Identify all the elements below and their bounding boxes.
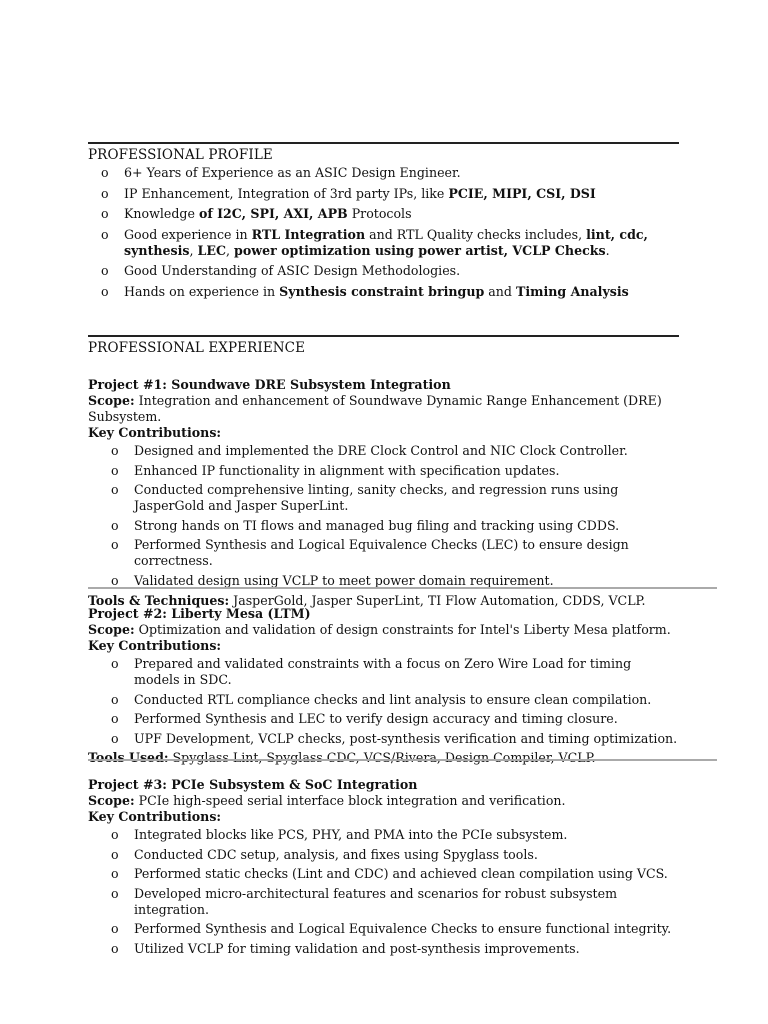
- contribution-list: [88, 443, 679, 589]
- contribution-item: o Prepared and validated constraints with a focus on Zero Wire Load for timing models in SDC.: [111, 656, 632, 687]
- project-tools: Tools Used: Spyglass Lint, Spyglass CDC, VCS/Rivera, Design Compiler, VCLP.: [88, 750, 596, 766]
- contribution-list: [88, 656, 679, 747]
- contribution-item: o Enhanced IP functionality in alignment with specification updates.: [111, 462, 560, 478]
- project-divider: [88, 759, 717, 761]
- contribution-list: [88, 827, 679, 957]
- project-scope: Scope: Integration and enhancement of Soundwave Dynamic Range Enhancement (DRE) Subsystem.: [88, 393, 662, 424]
- project-tools: Tools & Techniques: JasperGold, Jasper SuperLint, TI Flow Automation, CDDS, VCLP.: [88, 592, 646, 608]
- project-title: Project #3: PCIe Subsystem & SoC Integration: [88, 777, 418, 792]
- bullet-marker: o: [111, 940, 119, 956]
- contribution-item: o Conducted RTL compliance checks and lint analysis to ensure clean compilation.: [111, 691, 652, 707]
- key-contributions-label: Key Contributions:: [88, 425, 222, 440]
- contribution-item: o UPF Development, VCLP checks, post-synthesis verification and timing optimization.: [111, 730, 678, 746]
- contribution-item: o Performed Synthesis and Logical Equivalence Checks to ensure functional integrity.: [111, 921, 672, 937]
- project-2: [88, 606, 679, 766]
- section-heading-profile: PROFESSIONAL PROFILE: [88, 147, 273, 163]
- bullet-marker: o: [101, 263, 109, 279]
- bullet-marker: o: [111, 691, 119, 707]
- contribution-item: o Conducted comprehensive linting, sanity checks, and regression runs using JasperGold and Jasper SuperLint.: [111, 482, 619, 514]
- bullet-marker: o: [111, 921, 119, 937]
- profile-item: o 6+ Years of Experience as an ASIC Design Engineer.: [101, 165, 461, 180]
- profile-list: [88, 165, 679, 300]
- bullet-marker: o: [101, 283, 109, 299]
- project-1: [88, 377, 679, 609]
- project-title: Project #1: Soundwave DRE Subsystem Integration: [88, 377, 451, 392]
- bullet-marker: o: [101, 165, 109, 180]
- profile-item: o IP Enhancement, Integration of 3rd party IPs, like PCIE, MIPI, CSI, DSI: [101, 185, 596, 201]
- project-title: Project #2: Liberty Mesa (LTM): [88, 606, 311, 621]
- section-rule: [88, 335, 679, 337]
- contribution-item: o Performed Synthesis and LEC to verify design accuracy and timing closure.: [111, 711, 618, 727]
- contribution-item: o Validated design using VCLP to meet power domain requirement.: [111, 572, 554, 588]
- bullet-marker: o: [111, 517, 119, 533]
- bullet-marker: o: [111, 866, 119, 882]
- profile-section: [88, 142, 679, 305]
- contribution-item: o Designed and implemented the DRE Clock Control and NIC Clock Controller.: [111, 443, 628, 458]
- key-contributions-label: Key Contributions:: [88, 638, 222, 653]
- bullet-marker: o: [111, 656, 119, 671]
- bullet-marker: o: [101, 226, 109, 242]
- experience-section: [88, 335, 679, 358]
- bullet-marker: o: [111, 537, 119, 553]
- section-rule: [88, 142, 679, 144]
- profile-item: o Good Understanding of ASIC Design Methodologies.: [101, 263, 461, 279]
- bullet-marker: o: [111, 711, 119, 727]
- project-scope: Scope: PCIe high-speed serial interface block integration and verification.: [88, 793, 566, 808]
- profile-item: o Good experience in RTL Integration and RTL Quality checks includes, lint, cdc, synthesis, LEC, power optimization using power artist, VCLP Checks.: [101, 226, 648, 258]
- bullet-marker: o: [101, 185, 109, 201]
- contribution-item: o Performed static checks (Lint and CDC) and achieved clean compilation using VCS.: [111, 866, 668, 882]
- contribution-item: o Performed Synthesis and Logical Equivalence Checks (LEC) to ensure design correctness.: [111, 537, 629, 569]
- bullet-marker: o: [111, 462, 119, 478]
- contribution-item: o Strong hands on TI flows and managed bug filing and tracking using CDDS.: [111, 517, 620, 533]
- profile-item: o Knowledge of I2C, SPI, AXI, APB Protocols: [101, 206, 412, 222]
- bullet-marker: o: [111, 482, 119, 498]
- contribution-item: o Developed micro-architectural features and scenarios for robust subsystem integration.: [111, 885, 618, 917]
- project-divider: [88, 587, 717, 589]
- project-3: [88, 777, 679, 961]
- contribution-item: o Utilized VCLP for timing validation and post-synthesis improvements.: [111, 940, 580, 956]
- contribution-item: o Integrated blocks like PCS, PHY, and PMA into the PCIe subsystem.: [111, 827, 568, 842]
- bullet-marker: o: [111, 827, 119, 842]
- bullet-marker: o: [101, 206, 109, 222]
- bullet-marker: o: [111, 572, 119, 588]
- key-contributions-label: Key Contributions:: [88, 809, 222, 824]
- section-heading-experience: PROFESSIONAL EXPERIENCE: [88, 340, 306, 356]
- bullet-marker: o: [111, 885, 119, 901]
- bullet-marker: o: [111, 443, 119, 458]
- project-scope: Scope: Optimization and validation of design constraints for Intel's Liberty Mesa platform.: [88, 622, 671, 637]
- bullet-marker: o: [111, 846, 119, 862]
- bullet-marker: o: [111, 730, 119, 746]
- contribution-item: o Conducted CDC setup, analysis, and fixes using Spyglass tools.: [111, 846, 538, 862]
- profile-item: o Hands on experience in Synthesis constraint bringup and Timing Analysis: [101, 283, 629, 299]
